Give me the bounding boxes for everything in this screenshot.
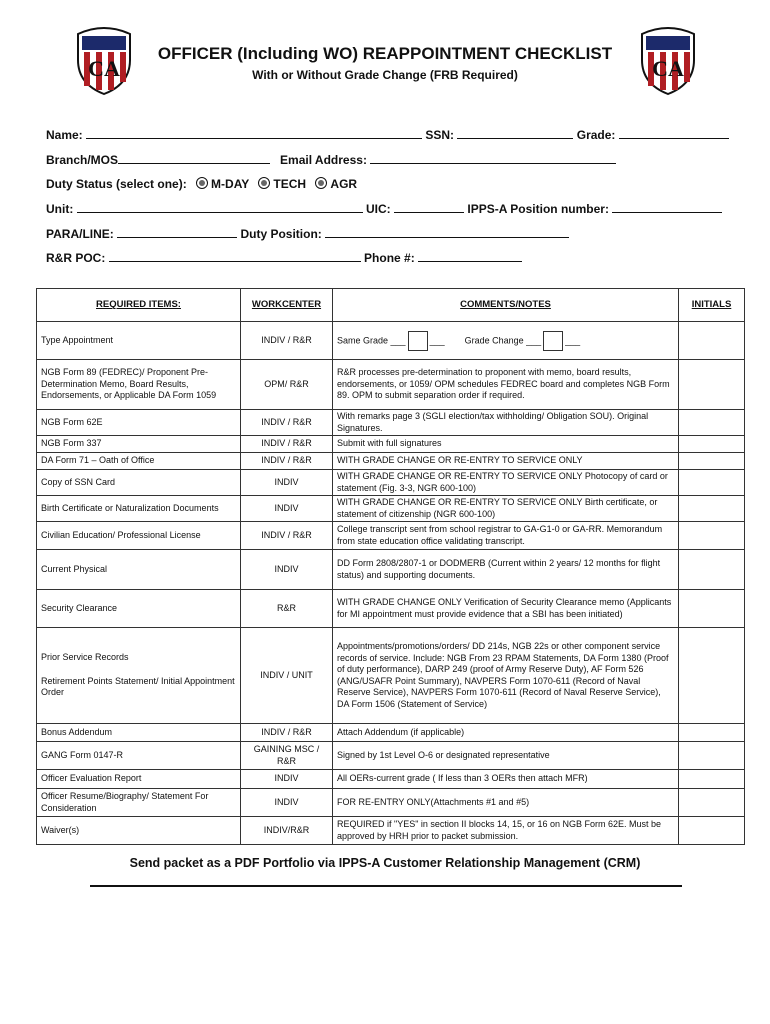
- name-field[interactable]: [86, 127, 422, 139]
- checklist-table: [36, 288, 745, 845]
- item-cell: Copy of SSN Card: [37, 470, 241, 496]
- item-cell: NGB Form 89 (FEDREC)/ Proponent Pre-Determination Memo, Board Results, Endorsements, or Applicable DA Form 1059: [37, 360, 241, 410]
- grade-change-label: Grade Change: [464, 334, 524, 345]
- mday-radio[interactable]: [196, 177, 208, 189]
- item-cell: GANG Form 0147-R: [37, 742, 241, 770]
- row-duty-status: [46, 177, 357, 191]
- table-row: [37, 628, 745, 724]
- footer-divider: [90, 885, 682, 887]
- comment-cell: R&R processes pre-determination to proponent with memo, board results, endorsements, or 1059/ OPM schedules FEDREC board and completes NGB Form 89. OPM to submit separation order if required.: [333, 360, 679, 410]
- row-branch: [46, 152, 616, 167]
- comment-cell: Submit with full signatures: [333, 436, 679, 453]
- initials-cell[interactable]: [679, 322, 745, 360]
- table-row: [37, 550, 745, 590]
- duty-position-label: Duty Position:: [240, 227, 322, 241]
- initials-cell[interactable]: [679, 789, 745, 817]
- comment-cell: REQUIRED if "YES" in section II blocks 14, 15, or 16 on NGB Form 62E. Must be approved by HRH prior to packet submission.: [333, 817, 679, 845]
- workcenter-cell: INDIV: [241, 550, 333, 590]
- mday-label: M-DAY: [211, 177, 250, 191]
- initials-cell[interactable]: [679, 724, 745, 742]
- item-cell: NGB Form 337: [37, 436, 241, 453]
- workcenter-cell: R&R: [241, 590, 333, 628]
- initials-cell[interactable]: [679, 410, 745, 436]
- unit-label: Unit:: [46, 202, 74, 216]
- table-row: [37, 817, 745, 845]
- table-row: [37, 436, 745, 453]
- item-cell: [37, 628, 241, 724]
- table-row: [37, 770, 745, 789]
- item-cell: Security Clearance: [37, 590, 241, 628]
- unit-field[interactable]: [77, 201, 363, 213]
- uic-label: UIC:: [366, 202, 391, 216]
- header-required-items: REQUIRED ITEMS:: [37, 289, 241, 322]
- initials-cell[interactable]: [679, 770, 745, 789]
- phone-field[interactable]: [418, 250, 522, 262]
- comment-cell: WITH GRADE CHANGE ONLY Verification of Security Clearance memo (Applicants for MI appointment must provide evidence that a SBI has been initiated): [333, 590, 679, 628]
- page-subtitle: With or Without Grade Change (FRB Required): [252, 68, 518, 82]
- item-cell: Officer Evaluation Report: [37, 770, 241, 789]
- workcenter-cell: OPM/ R&R: [241, 360, 333, 410]
- header-comments: COMMENTS/NOTES: [333, 289, 679, 322]
- same-grade-label: Same Grade: [337, 334, 389, 345]
- initials-cell[interactable]: [679, 360, 745, 410]
- initials-cell[interactable]: [679, 817, 745, 845]
- item-cell: Bonus Addendum: [37, 724, 241, 742]
- workcenter-cell: INDIV / R&R: [241, 453, 333, 470]
- table-row: [37, 742, 745, 770]
- item-cell: Waiver(s): [37, 817, 241, 845]
- prior-service-records-label: Prior Service Records: [41, 652, 129, 663]
- row-name: [46, 127, 729, 142]
- svg-text:CA: CA: [88, 56, 120, 81]
- item-cell: Officer Resume/Biography/ Statement For Consideration: [37, 789, 241, 817]
- rr-poc-field[interactable]: [109, 250, 361, 262]
- initials-cell[interactable]: [679, 522, 745, 550]
- duty-status-label: Duty Status (select one):: [46, 177, 187, 191]
- initials-cell[interactable]: [679, 628, 745, 724]
- initials-cell[interactable]: [679, 742, 745, 770]
- table-row: [37, 522, 745, 550]
- comment-cell: FOR RE-ENTRY ONLY(Attachments #1 and #5): [333, 789, 679, 817]
- workcenter-cell: INDIV / R&R: [241, 436, 333, 453]
- row-poc: [46, 250, 522, 265]
- para-label: PARA/LINE:: [46, 227, 114, 241]
- name-label: Name:: [46, 128, 83, 142]
- workcenter-cell: INDIV: [241, 770, 333, 789]
- table-row: [37, 453, 745, 470]
- comment-cell: WITH GRADE CHANGE OR RE-ENTRY TO SERVICE ONLY: [333, 453, 679, 470]
- table-row: [37, 410, 745, 436]
- ipps-label: IPPS-A Position number:: [467, 202, 609, 216]
- comment-cell: Appointments/promotions/orders/ DD 214s, NGB 22s or other component service records of service. Include: NGB From 23 RPAM Statements, DA Form 1380 (Proof of duty performance), DARP 249 (proof of Army Reserve Duty), AF Form 526 (ANG/USAFR Point Summary), NAVPERS Form 1070-611 (Record of Naval Reserve Service), NAVPERS Form 1070-611 (Record of Naval Reserve Service), DA Form 1506 (Statement of Service): [333, 628, 679, 724]
- initials-cell[interactable]: [679, 436, 745, 453]
- email-field[interactable]: [370, 152, 616, 164]
- same-grade-checkbox[interactable]: [408, 331, 428, 351]
- table-row: [37, 470, 745, 496]
- initials-cell[interactable]: [679, 453, 745, 470]
- header-initials: INITIALS: [679, 289, 745, 322]
- grade-change-checkbox[interactable]: [543, 331, 563, 351]
- comment-cell: All OERs-current grade ( If less than 3 OERs then attach MFR): [333, 770, 679, 789]
- comment-cell: Signed by 1st Level O-6 or designated representative: [333, 742, 679, 770]
- svg-text:CA: CA: [652, 56, 684, 81]
- workcenter-cell: INDIV: [241, 496, 333, 522]
- grade-field[interactable]: [619, 127, 729, 139]
- agr-radio[interactable]: [315, 177, 327, 189]
- branch-field[interactable]: [118, 152, 270, 164]
- uic-field[interactable]: [394, 201, 464, 213]
- phone-label: Phone #:: [364, 251, 415, 265]
- branch-label: Branch/MOS: [46, 153, 119, 167]
- workcenter-cell: INDIV / R&R: [241, 522, 333, 550]
- tech-label: TECH: [273, 177, 307, 191]
- page-title: OFFICER (Including WO) REAPPOINTMENT CHECKLIST: [157, 44, 613, 63]
- comment-cell: Same Grade ___ ___ Grade Change ___ ___: [333, 322, 679, 360]
- workcenter-cell: INDIV: [241, 470, 333, 496]
- workcenter-cell: INDIV / R&R: [241, 322, 333, 360]
- initials-cell[interactable]: [679, 550, 745, 590]
- row-unit: [46, 201, 722, 216]
- comment-cell: Attach Addendum (if applicable): [333, 724, 679, 742]
- workcenter-cell: GAINING MSC / R&R: [241, 742, 333, 770]
- comment-cell: With remarks page 3 (SGLI election/tax withholding/ Obligation SOU). Original Signatures.: [333, 410, 679, 436]
- comment-cell: College transcript sent from school registrar to GA-G1-0 or GA-RR. Memorandum from state education office validating transcript.: [333, 522, 679, 550]
- item-cell: DA Form 71 – Oath of Office: [37, 453, 241, 470]
- email-label: Email Address:: [280, 153, 367, 167]
- workcenter-cell: INDIV/R&R: [241, 817, 333, 845]
- initials-cell[interactable]: [679, 496, 745, 522]
- submission-instruction: Send packet as a PDF Portfolio via IPPS-A Customer Relationship Management (CRM): [129, 856, 641, 870]
- table-row: [37, 789, 745, 817]
- table-header-row: [37, 289, 745, 322]
- item-cell: Type Appointment: [37, 322, 241, 360]
- para-field[interactable]: [117, 226, 237, 238]
- ipps-field[interactable]: [612, 201, 722, 213]
- tech-radio[interactable]: [258, 177, 270, 189]
- table-row: [37, 496, 745, 522]
- initials-cell[interactable]: [679, 590, 745, 628]
- agr-label: AGR: [330, 177, 358, 191]
- initials-cell[interactable]: [679, 470, 745, 496]
- comment-cell: WITH GRADE CHANGE OR RE-ENTRY TO SERVICE ONLY Birth certificate, or statement of citizenship (NGR 600-100): [333, 496, 679, 522]
- ssn-label: SSN:: [425, 128, 455, 142]
- item-cell: Birth Certificate or Naturalization Documents: [37, 496, 241, 522]
- comment-cell: WITH GRADE CHANGE OR RE-ENTRY TO SERVICE ONLY Photocopy of card or statement (Fig. 3-3, NGR 600-100): [333, 470, 679, 496]
- table-row: [37, 360, 745, 410]
- workcenter-cell: INDIV / R&R: [241, 410, 333, 436]
- item-cell: Current Physical: [37, 550, 241, 590]
- table-row: [37, 590, 745, 628]
- table-row: [37, 724, 745, 742]
- row-para: [46, 226, 569, 241]
- workcenter-cell: INDIV / R&R: [241, 724, 333, 742]
- workcenter-cell: INDIV / UNIT: [241, 628, 333, 724]
- table-row: [37, 322, 745, 360]
- item-cell: Civilian Education/ Professional License: [37, 522, 241, 550]
- comment-cell: DD Form 2808/2807-1 or DODMERB (Current within 2 years/ 12 months for flight status) and supporting documents.: [333, 550, 679, 590]
- header-workcenter: WORKCENTER: [241, 289, 333, 322]
- item-cell: NGB Form 62E: [37, 410, 241, 436]
- retirement-points-label: Retirement Points Statement/ Initial Appointment Order: [41, 675, 235, 698]
- workcenter-cell: INDIV: [241, 789, 333, 817]
- duty-position-field[interactable]: [325, 226, 569, 238]
- rr-poc-label: R&R POC:: [46, 251, 106, 265]
- ssn-field[interactable]: [457, 127, 573, 139]
- grade-label: Grade:: [576, 128, 616, 142]
